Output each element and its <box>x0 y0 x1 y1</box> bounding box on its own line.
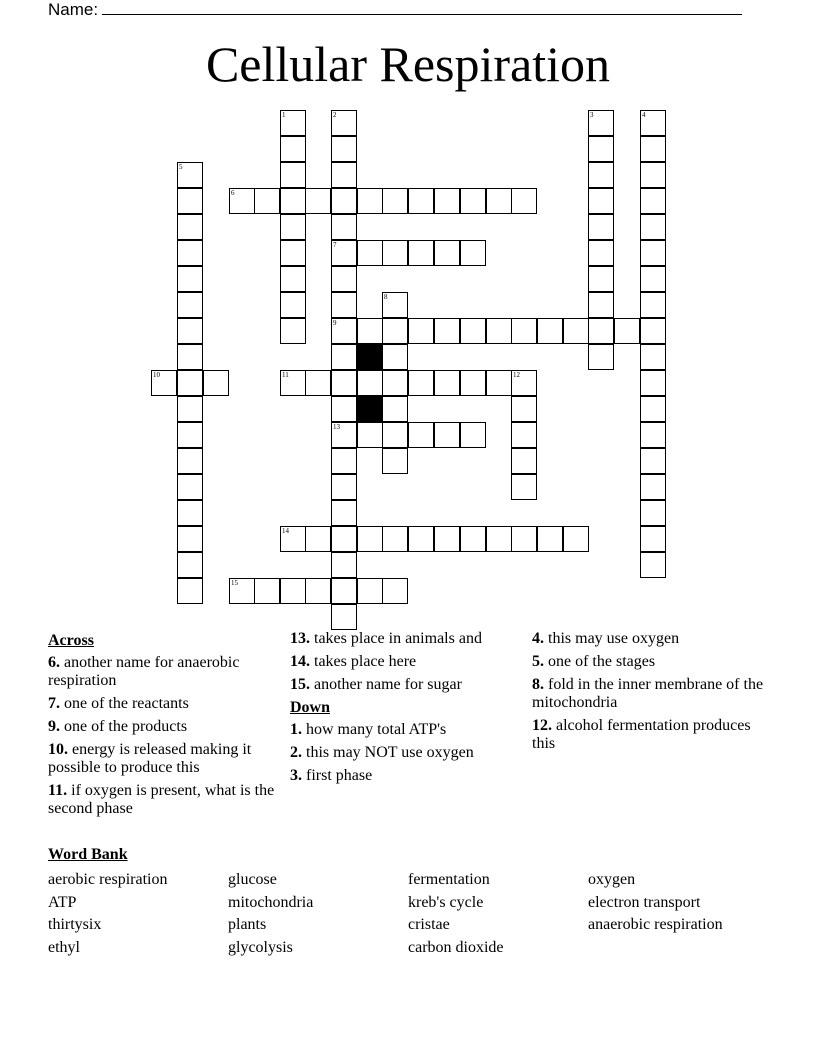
grid-cell[interactable] <box>588 162 614 188</box>
word-bank-column-3 <box>408 869 504 959</box>
grid-cell[interactable] <box>460 188 486 214</box>
grid-cell[interactable] <box>331 344 357 370</box>
clue-number: 15 <box>231 579 238 587</box>
grid-cell[interactable] <box>640 136 666 162</box>
grid-cell[interactable] <box>331 162 357 188</box>
grid-cell[interactable] <box>434 422 460 448</box>
grid-cell[interactable] <box>177 292 203 318</box>
grid-cell[interactable] <box>305 370 331 396</box>
grid-cell[interactable] <box>588 188 614 214</box>
grid-cell[interactable] <box>640 214 666 240</box>
grid-cell[interactable] <box>588 214 614 240</box>
clue-text: first phase <box>302 767 373 784</box>
grid-cell[interactable] <box>588 292 614 318</box>
grid-cell[interactable] <box>305 526 331 552</box>
grid-cell[interactable] <box>460 422 486 448</box>
clue-number-label: 15. <box>290 676 310 693</box>
grid-cell[interactable] <box>408 370 434 396</box>
clue-number: 5 <box>179 163 183 171</box>
grid-cell[interactable] <box>511 370 537 396</box>
grid-cell[interactable] <box>254 578 280 604</box>
grid-cell[interactable] <box>486 188 512 214</box>
grid-cell[interactable] <box>511 526 537 552</box>
grid-cell[interactable] <box>460 370 486 396</box>
grid-cell[interactable] <box>177 526 203 552</box>
grid-cell[interactable] <box>280 266 306 292</box>
clue-number: 11 <box>282 371 289 379</box>
grid-cell[interactable] <box>640 240 666 266</box>
grid-cell[interactable] <box>640 110 666 136</box>
grid-cell[interactable] <box>331 214 357 240</box>
grid-cell[interactable] <box>280 240 306 266</box>
grid-cell[interactable] <box>640 422 666 448</box>
grid-cell[interactable] <box>357 526 383 552</box>
grid-cell[interactable] <box>382 292 408 318</box>
word-bank-item: fermentation <box>408 871 490 888</box>
grid-cell[interactable] <box>357 318 383 344</box>
grid-cell[interactable] <box>460 318 486 344</box>
grid-cell[interactable] <box>588 110 614 136</box>
word-bank-item: electron transport <box>588 893 701 911</box>
clue-number-label: 10. <box>48 741 68 758</box>
grid-cell[interactable] <box>280 526 306 552</box>
grid-cell[interactable] <box>331 422 357 448</box>
clue-number: 10 <box>153 371 160 379</box>
clue <box>48 654 276 690</box>
down-heading: Down <box>290 699 331 716</box>
grid-cell[interactable] <box>382 344 408 370</box>
grid-cell[interactable] <box>382 526 408 552</box>
grid-cell[interactable] <box>408 422 434 448</box>
clue-number: 3 <box>590 111 594 119</box>
grid-cell[interactable] <box>151 370 177 396</box>
word-bank-item: oxygen <box>588 871 636 888</box>
grid-cell[interactable] <box>640 474 666 500</box>
clue-number-label: 4. <box>532 630 544 647</box>
grid-cell[interactable] <box>382 396 408 422</box>
grid-cell[interactable] <box>254 188 280 214</box>
grid-cell[interactable] <box>280 578 306 604</box>
word-bank-column-2 <box>228 869 313 959</box>
grid-cell[interactable] <box>408 318 434 344</box>
grid-cell[interactable] <box>588 136 614 162</box>
word-bank-item: ethyl <box>48 938 80 956</box>
grid-cell[interactable] <box>177 214 203 240</box>
grid-cell[interactable] <box>382 422 408 448</box>
grid-cell[interactable] <box>640 162 666 188</box>
grid-cell[interactable] <box>280 136 306 162</box>
grid-cell[interactable] <box>177 162 203 188</box>
clue <box>532 630 772 648</box>
word-bank-item: plants <box>228 916 267 933</box>
down-clue-list <box>290 721 518 785</box>
clue-text: takes place in animals and <box>310 630 482 647</box>
word-bank-item: glucose <box>228 871 277 888</box>
grid-cell[interactable] <box>280 214 306 240</box>
grid-cell[interactable] <box>331 474 357 500</box>
grid-cell[interactable] <box>640 552 666 578</box>
grid-cell[interactable] <box>640 318 666 344</box>
clues-column-1 <box>48 630 276 823</box>
grid-cell[interactable] <box>280 110 306 136</box>
clue-text: if oxygen is present, what is the second phase <box>48 782 275 817</box>
grid-cell[interactable] <box>588 266 614 292</box>
grid-cell[interactable] <box>357 578 383 604</box>
grid-cell[interactable] <box>614 318 640 344</box>
grid-cell[interactable] <box>331 240 357 266</box>
grid-cell[interactable] <box>331 448 357 474</box>
clue-number: 14 <box>282 527 289 535</box>
clue <box>290 744 518 762</box>
grid-cell[interactable] <box>177 240 203 266</box>
grid-cell[interactable] <box>408 240 434 266</box>
grid-cell[interactable] <box>563 526 589 552</box>
word-bank-item: aerobic respiration <box>48 871 168 888</box>
word-bank-column-1 <box>48 869 168 959</box>
grid-cell[interactable] <box>511 448 537 474</box>
clue-number-label: 3. <box>290 767 302 784</box>
word-bank-item: anaerobic respiration <box>588 916 723 933</box>
grid-cell[interactable] <box>331 188 357 214</box>
grid-cell[interactable] <box>640 266 666 292</box>
clue <box>532 676 772 712</box>
grid-cell[interactable] <box>486 370 512 396</box>
clue-text: one of the products <box>60 718 188 735</box>
grid-cell[interactable] <box>229 188 255 214</box>
grid-cell[interactable] <box>640 344 666 370</box>
grid-cell[interactable] <box>357 370 383 396</box>
grid-cell[interactable] <box>434 370 460 396</box>
clue-text: takes place here <box>310 653 417 670</box>
across-clue-list-continued <box>290 630 518 694</box>
grid-cell[interactable] <box>434 318 460 344</box>
clue-number-label: 2. <box>290 744 302 761</box>
clue <box>290 767 518 785</box>
grid-cell[interactable] <box>331 292 357 318</box>
grid-cell[interactable] <box>640 526 666 552</box>
grid-cell[interactable] <box>537 318 563 344</box>
grid-cell[interactable] <box>640 370 666 396</box>
word-bank-item: cristae <box>408 916 450 933</box>
clue <box>48 782 276 818</box>
grid-cell[interactable] <box>305 188 331 214</box>
grid-cell[interactable] <box>331 136 357 162</box>
clue-number-label: 9. <box>48 718 60 735</box>
grid-cell[interactable] <box>305 578 331 604</box>
grid-cell[interactable] <box>486 318 512 344</box>
clues-column-3 <box>532 630 772 758</box>
clue-text: how many total ATP's <box>302 721 447 738</box>
grid-cell[interactable] <box>640 396 666 422</box>
clue-number: 7 <box>333 241 337 249</box>
grid-cell[interactable] <box>357 422 383 448</box>
grid-cell[interactable] <box>331 266 357 292</box>
clue-number-label: 1. <box>290 721 302 738</box>
grid-cell[interactable] <box>382 240 408 266</box>
clue <box>532 717 772 753</box>
grid-cell[interactable] <box>382 578 408 604</box>
grid-cell[interactable] <box>511 396 537 422</box>
grid-cell[interactable] <box>357 240 383 266</box>
grid-cell[interactable] <box>280 370 306 396</box>
grid-cell[interactable] <box>177 578 203 604</box>
word-bank-title: Word Bank <box>48 846 128 863</box>
clue <box>290 721 518 739</box>
grid-cell[interactable] <box>280 292 306 318</box>
clue-text: another name for anaerobic respiration <box>48 654 240 689</box>
grid-cell[interactable] <box>177 396 203 422</box>
grid-cell[interactable] <box>511 474 537 500</box>
clue-text: energy is released making it possible to produce this <box>48 741 252 776</box>
clue-number-label: 6. <box>48 654 60 671</box>
grid-cell[interactable] <box>177 370 203 396</box>
clue <box>48 741 276 777</box>
grid-cell[interactable] <box>177 474 203 500</box>
across-clue-list <box>48 654 276 818</box>
clue-number-label: 14. <box>290 653 310 670</box>
grid-cell[interactable] <box>331 318 357 344</box>
grid-cell[interactable] <box>511 422 537 448</box>
clue-text: fold in the inner membrane of the mitochondria <box>532 676 764 711</box>
page-title: Cellular Respiration <box>205 36 611 92</box>
clue-number-label: 8. <box>532 676 544 693</box>
word-bank-item: thirtysix <box>48 916 102 933</box>
grid-cell[interactable] <box>434 526 460 552</box>
grid-cell[interactable] <box>177 422 203 448</box>
grid-cell[interactable] <box>203 370 229 396</box>
clue-number: 9 <box>333 319 337 327</box>
grid-cell[interactable] <box>588 344 614 370</box>
grid-cell[interactable] <box>408 526 434 552</box>
grid-cell[interactable] <box>357 188 383 214</box>
clue-number-label: 7. <box>48 695 60 712</box>
grid-cell[interactable] <box>382 318 408 344</box>
name-label: Name: <box>48 0 99 19</box>
grid-cell[interactable] <box>331 526 357 552</box>
clue <box>290 653 518 671</box>
grid-cell[interactable] <box>177 318 203 344</box>
clue-number-label: 12. <box>532 717 552 734</box>
clue-number: 13 <box>333 423 340 431</box>
clue-number-label: 5. <box>532 653 544 670</box>
grid-cell[interactable] <box>588 240 614 266</box>
clue <box>48 695 276 713</box>
grid-cell[interactable] <box>640 448 666 474</box>
grid-cell[interactable] <box>280 162 306 188</box>
grid-cell[interactable] <box>434 240 460 266</box>
clue-number: 2 <box>333 111 337 119</box>
grid-cell[interactable] <box>177 266 203 292</box>
grid-cell[interactable] <box>280 188 306 214</box>
grid-cell[interactable] <box>177 344 203 370</box>
grid-cell[interactable] <box>588 318 614 344</box>
clues-column-2 <box>290 630 518 790</box>
grid-cell[interactable] <box>486 526 512 552</box>
word-bank-item: carbon dioxide <box>408 938 504 956</box>
grid-cell[interactable] <box>563 318 589 344</box>
clue-text: this may use oxygen <box>544 630 680 647</box>
across-heading: Across <box>48 632 94 649</box>
clue-number-label: 13. <box>290 630 310 647</box>
grid-cell[interactable] <box>229 578 255 604</box>
grid-cell[interactable] <box>511 188 537 214</box>
black-cell <box>357 344 383 370</box>
word-bank-item: kreb's cycle <box>408 893 484 911</box>
word-bank-item: glycolysis <box>228 938 293 956</box>
clue <box>532 653 772 671</box>
clue-number: 12 <box>513 371 520 379</box>
grid-cell[interactable] <box>640 188 666 214</box>
grid-cell[interactable] <box>177 552 203 578</box>
word-bank-item: mitochondria <box>228 893 314 911</box>
clue-text: alcohol fermentation produces this <box>532 717 751 752</box>
clue <box>290 630 518 648</box>
grid-cell[interactable] <box>331 500 357 526</box>
grid-cell[interactable] <box>331 396 357 422</box>
grid-cell[interactable] <box>408 188 434 214</box>
grid-cell[interactable] <box>331 370 357 396</box>
grid-cell[interactable] <box>434 188 460 214</box>
grid-cell[interactable] <box>331 110 357 136</box>
grid-cell[interactable] <box>537 526 563 552</box>
clue-text: one of the stages <box>544 653 656 670</box>
clue-number: 8 <box>384 293 388 301</box>
grid-cell[interactable] <box>382 188 408 214</box>
clue-number: 1 <box>282 111 286 119</box>
clue <box>290 676 518 694</box>
clue-number: 6 <box>231 189 235 197</box>
clue-text: another name for sugar <box>310 676 462 693</box>
clue-text: this may NOT use oxygen <box>302 744 474 761</box>
grid-cell[interactable] <box>511 318 537 344</box>
word-bank-item: ATP <box>48 893 77 911</box>
grid-cell[interactable] <box>382 370 408 396</box>
grid-cell[interactable] <box>177 500 203 526</box>
grid-cell[interactable] <box>460 240 486 266</box>
word-bank-column-4 <box>588 869 723 937</box>
grid-cell[interactable] <box>331 552 357 578</box>
grid-cell[interactable] <box>331 604 357 630</box>
down-clue-list-continued <box>532 630 772 753</box>
grid-cell[interactable] <box>177 188 203 214</box>
clue-number: 4 <box>642 111 646 119</box>
grid-cell[interactable] <box>640 292 666 318</box>
grid-cell[interactable] <box>331 578 357 604</box>
clue-text: one of the reactants <box>60 695 189 712</box>
clue-number-label: 11. <box>48 782 68 799</box>
grid-cell[interactable] <box>382 448 408 474</box>
grid-cell[interactable] <box>177 448 203 474</box>
black-cell <box>357 396 383 422</box>
grid-cell[interactable] <box>640 500 666 526</box>
grid-cell[interactable] <box>280 318 306 344</box>
clue <box>48 718 276 736</box>
grid-cell[interactable] <box>460 526 486 552</box>
